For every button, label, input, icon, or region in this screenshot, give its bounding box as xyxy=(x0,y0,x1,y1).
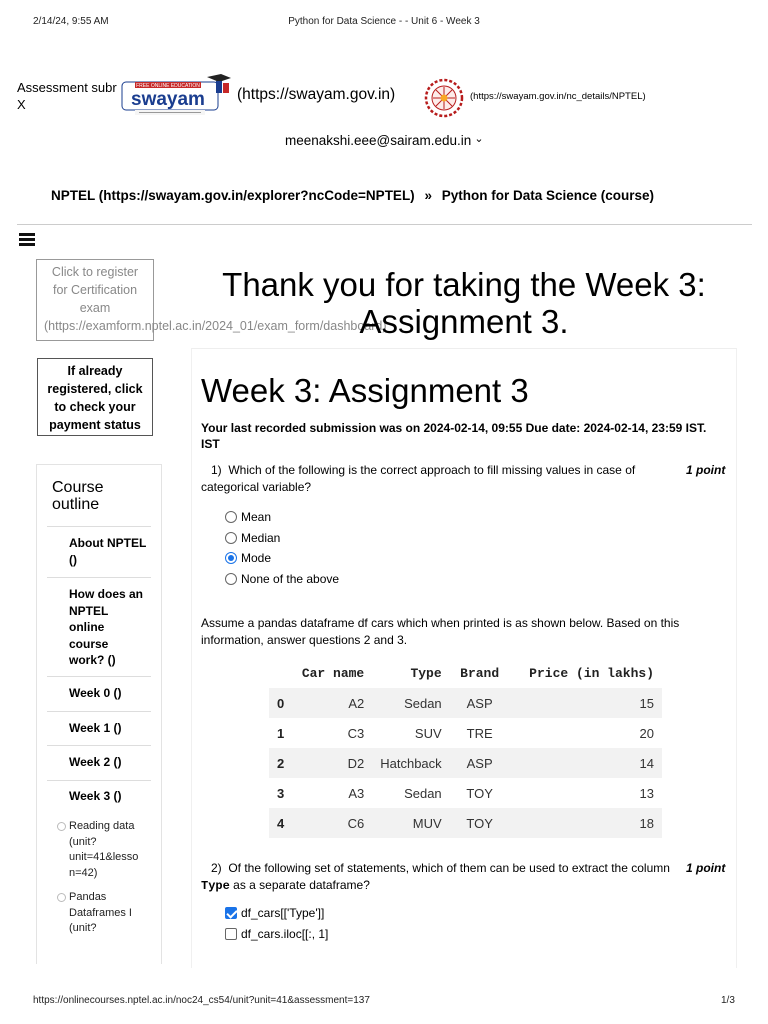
print-doc-title: Python for Data Science - - Unit 6 - Week 3 xyxy=(288,16,480,27)
outline-subitem-pandas-dataframes[interactable]: Pandas Dataframes I (unit? xyxy=(69,890,161,937)
nptel-logo[interactable] xyxy=(424,78,464,118)
checkbox-checked[interactable] xyxy=(225,907,237,919)
register-certification-button[interactable]: Click to register for Certification exam (https://examform.nptel.ac.in/2024_01/exam_form/dashboard) xyxy=(36,259,154,341)
chevron-down-icon: ⌄ xyxy=(474,133,484,145)
swayam-logo[interactable] xyxy=(121,74,233,118)
q1-option-mean[interactable]: Mean xyxy=(225,510,271,524)
q1-option-none[interactable]: None of the above xyxy=(225,572,339,586)
checkbox[interactable] xyxy=(225,928,237,940)
dataframe-context: Assume a pandas dataframe df cars which when printed is as shown below. Based on this information, answer questions 2 and 3. xyxy=(201,616,680,647)
course-outline-title: Course outline xyxy=(52,479,104,513)
q2-option-1[interactable]: df_cars[['Type']] xyxy=(225,906,324,920)
print-footer-url: https://onlinecourses.nptel.ac.in/noc24_cs54/unit?unit=41&assessment=137 xyxy=(33,995,370,1006)
hamburger-menu-icon[interactable] xyxy=(19,233,35,246)
outline-item-week-3[interactable]: Week 3 () xyxy=(69,789,122,803)
breadcrumb xyxy=(51,188,654,203)
print-page-number: 1/3 xyxy=(721,995,735,1006)
column-header-brand: Brand xyxy=(460,665,500,681)
q1-option-mode[interactable]: Mode xyxy=(225,551,271,565)
table-row: 2 D2 Hatchback ASP 14 xyxy=(269,748,662,778)
q1-option-median[interactable]: Median xyxy=(225,531,280,545)
table-row: 0 A2 Sedan ASP 15 xyxy=(269,688,662,718)
column-header-car-name: Car name xyxy=(301,665,365,681)
outline-item-week-2[interactable]: Week 2 () xyxy=(69,755,122,769)
unvisited-circle-icon xyxy=(57,822,66,831)
question-2-number: 2) xyxy=(211,861,222,875)
outline-item-week-1[interactable]: Week 1 () xyxy=(69,721,122,735)
question-1-number: 1) xyxy=(211,463,222,477)
course-outline xyxy=(36,464,162,964)
submission-status: Your last recorded submission was on 2024-02-14, 09:55 Due date: 2024-02-14, 23:59 IST. IST xyxy=(201,421,707,451)
q2-option-2[interactable]: df_cars.iloc[[:, 1] xyxy=(225,927,328,941)
outline-subitem-reading-data[interactable]: Reading data (unit? unit=41&lesso n=42) xyxy=(69,819,161,881)
column-header-price: Price (in lakhs) xyxy=(529,665,654,681)
question-2: 2) Of the following set of statements, which of them can be used to extract the column Type as a separate dataframe? xyxy=(201,861,670,893)
question-1: 1) Which of the following is the correct approach to fill missing values in case of categorical variable? xyxy=(201,463,636,494)
radio-button[interactable] xyxy=(225,532,237,544)
code-word-type: Type xyxy=(201,879,230,893)
nptel-link[interactable]: (https://swayam.gov.in/nc_details/NPTEL) xyxy=(470,91,646,102)
user-email: meenakshi.eee@sairam.edu.in xyxy=(285,133,472,148)
table-row: 1 C3 SUV TRE 20 xyxy=(277,725,654,741)
assessment-label: Assessment subr X xyxy=(17,80,117,112)
table-header-row xyxy=(269,658,662,688)
unvisited-circle-icon xyxy=(57,893,66,902)
header-divider xyxy=(17,224,752,225)
table-row: 3 A3 Sedan TOY 13 xyxy=(277,785,654,801)
radio-button[interactable] xyxy=(225,573,237,585)
svg-text:FREE ONLINE EDUCATION: FREE ONLINE EDUCATION xyxy=(136,83,200,89)
radio-button-selected[interactable] xyxy=(225,552,237,564)
question-2-points: 1 point xyxy=(686,861,726,875)
print-datetime: 2/14/24, 9:55 AM xyxy=(33,16,109,27)
table-row: 4 C6 MUV TOY 18 xyxy=(269,808,662,838)
svg-text:swayam: swayam xyxy=(131,89,205,110)
outline-item-how-nptel-works[interactable]: How does an NPTEL online course work? () xyxy=(69,587,144,667)
payment-status-button[interactable]: If already registered, click to check your payment status xyxy=(37,358,153,436)
user-menu[interactable] xyxy=(285,133,484,148)
outline-item-week-0[interactable]: Week 0 () xyxy=(69,686,122,700)
radio-button[interactable] xyxy=(225,511,237,523)
question-1-points: 1 point xyxy=(686,463,726,477)
breadcrumb-course[interactable]: Python for Data Science (course) xyxy=(441,188,655,203)
breadcrumb-nptel[interactable]: NPTEL (https://swayam.gov.in/explorer?ncCode=NPTEL) xyxy=(51,188,415,203)
thank-you-heading: Thank you for taking the Week 3: Assignment 3. xyxy=(222,266,706,340)
swayam-link[interactable]: (https://swayam.gov.in) xyxy=(237,86,396,103)
assignment-title: Week 3: Assignment 3 xyxy=(201,372,529,409)
breadcrumb-separator: » xyxy=(424,188,432,203)
outline-item-about-nptel[interactable]: About NPTEL () xyxy=(69,536,147,567)
column-header-type: Type xyxy=(410,665,442,681)
dataframe-table xyxy=(269,658,662,838)
